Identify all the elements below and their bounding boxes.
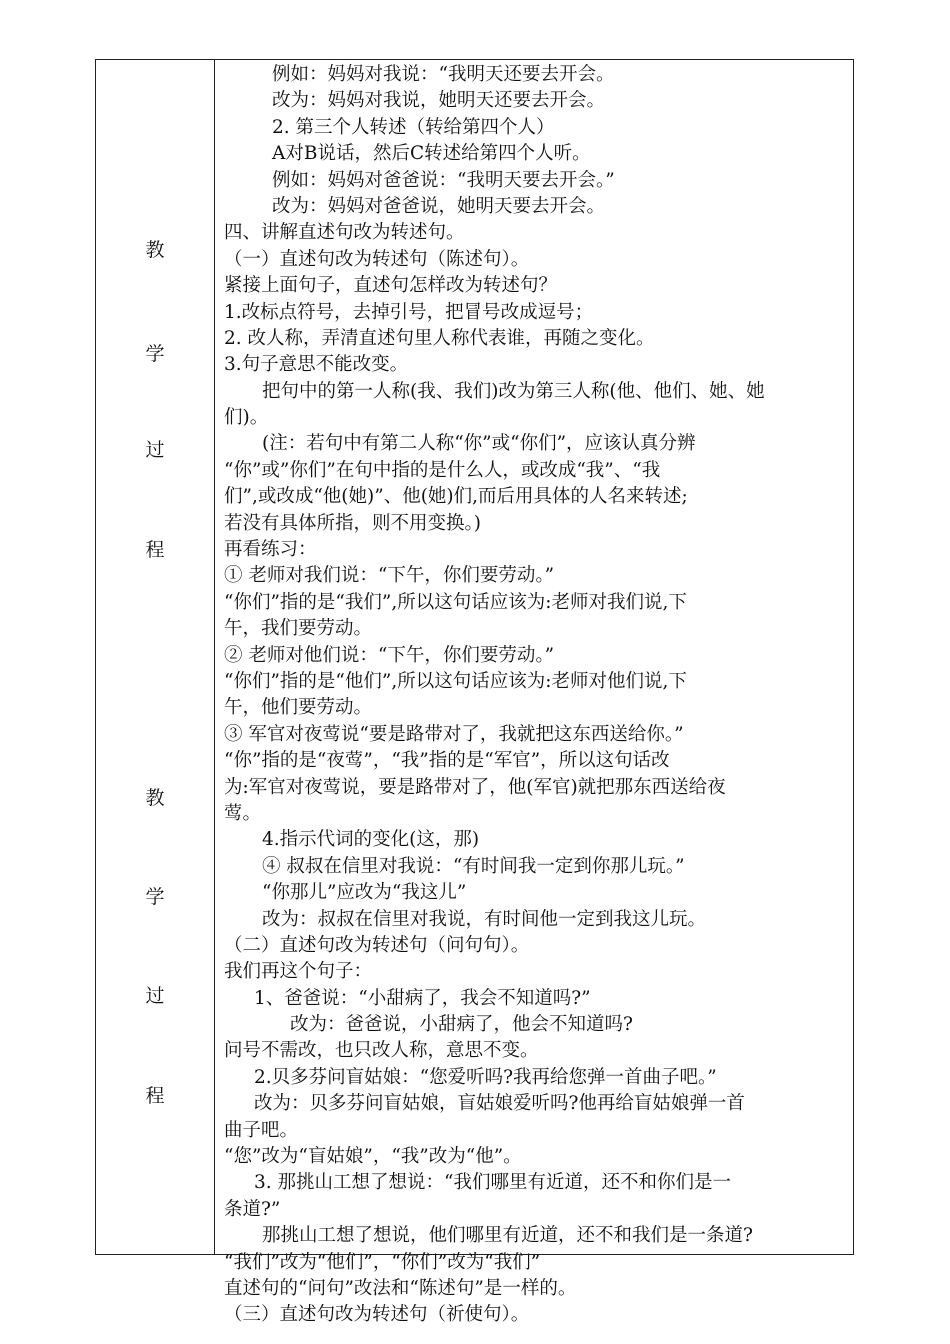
text-line: 紧接上面句子，直述句怎样改为转述句？ <box>224 275 558 297</box>
text-line: 直述句的“问句”改法和“陈述句”是一样的。 <box>224 1277 577 1299</box>
side-label: 程 <box>145 539 165 561</box>
exercise-line: 2.贝多芬问盲姑娘：“您爱听吗?我再给您弹一首曲子吧。” <box>254 1066 717 1088</box>
exercise-line: 3. 那挑山工想了想说：“我们哪里有近道，还不和你们是一 <box>254 1172 731 1194</box>
side-label: 教 <box>145 787 165 809</box>
text-line: 2. 第三个人转述（转给第四个人） <box>272 116 555 138</box>
subsection-heading: （二）直述句改为转述句（问句句）。 <box>224 934 530 956</box>
text-line: 莺。 <box>224 802 262 824</box>
text-line: “您”改为“盲姑娘”，“我”改为“他”。 <box>224 1146 522 1168</box>
text-line: “你们”指的是“他们”,所以这句话应该为:老师对他们说,下 <box>224 670 687 692</box>
text-line: 改为：爸爸说，小甜病了，他会不知道吗? <box>290 1014 633 1036</box>
section-heading: 四、讲解直述句改为转述句。 <box>224 222 465 244</box>
text-line: 我们再这个句子： <box>224 961 373 983</box>
text-line: 改为：叔叔在信里对我说，有时间他一定到我这儿玩。 <box>262 908 707 930</box>
text-line: 3.句子意思不能改变。 <box>224 354 409 376</box>
lesson-content <box>224 62 848 1329</box>
text-line: 例如：妈妈对爸爸说：“我明天要去开会。” <box>272 169 615 191</box>
exercise-line: ③ 军官对夜莺说“要是路带对了，我就把这东西送给你。” <box>224 723 684 745</box>
text-line: A对B说话，然后C转述给第四个人听。 <box>272 143 591 165</box>
side-label: 学 <box>145 886 165 908</box>
text-line: 问号不需改，也只改人称，意思不变。 <box>224 1040 539 1062</box>
text-line: 改为：妈妈对我说，她明天还要去开会。 <box>272 90 606 112</box>
text-line: “我们”改为“他们”，“你们”改为“我们” <box>224 1251 541 1273</box>
note-line: (注：若句中有第二人称“你”或“你们”，应该认真分辨 <box>262 433 696 455</box>
text-line: 改为：妈妈对爸爸说，她明天要去开会。 <box>272 195 606 217</box>
text-line: 4.指示代词的变化(这，那) <box>262 829 480 851</box>
side-label: 过 <box>145 985 165 1007</box>
side-label: 学 <box>145 343 165 365</box>
text-line: 改为：贝多芬问盲姑娘，盲姑娘爱听吗?他再给盲姑娘弹一首 <box>254 1093 745 1115</box>
subsection-heading: （一）直述句改为转述句（陈述句）。 <box>224 248 530 270</box>
text-line: 再看练习： <box>224 539 317 561</box>
note-line: “你”或”你们”在句中指的是什么人，或改成“我”、“我 <box>224 459 661 481</box>
note-line: 若没有具体所指，则不用变换。) <box>224 512 481 534</box>
exercise-line: ② 老师对他们说：“下午，你们要劳动。” <box>224 644 555 666</box>
text-line: “你那儿”应改为“我这儿” <box>262 882 467 904</box>
exercise-line: ① 老师对我们说：“下午，你们要劳动。” <box>224 565 555 587</box>
text-line: “你”指的是“夜莺”，“我”指的是“军官”，所以这句话改 <box>224 750 670 772</box>
note-line: 们”,或改成“他(她)”、他(她)们,而后用具体的人名来转述; <box>224 486 688 508</box>
text-line: 把句中的第一人称(我、我们)改为第三人称(他、他们、她、她 <box>262 380 765 402</box>
text-line: 为:军官对夜莺说，要是路带对了，他(军官)就把那东西送给夜 <box>224 776 726 798</box>
text-line: 例如：妈妈对我说：“我明天还要去开会。 <box>272 64 615 85</box>
side-label: 教 <box>145 239 165 261</box>
exercise-line: ④ 叔叔在信里对我说：“有时间我一定到你那儿玩。” <box>262 855 685 877</box>
text-line: 2. 改人称，弄清直述句里人称代表谁，再随之变化。 <box>224 327 655 349</box>
text-line: 午，我们要劳动。 <box>224 618 373 640</box>
text-line: 条道?” <box>224 1198 281 1220</box>
side-label: 程 <box>145 1085 165 1107</box>
exercise-line: 1、爸爸说：“小甜病了，我会不知道吗?” <box>254 987 591 1009</box>
subsection-heading: （三）直述句改为转述句（祈使句）。 <box>224 1304 530 1326</box>
column-divider <box>214 59 215 1255</box>
text-line: 曲子吧。 <box>224 1119 299 1141</box>
text-line: “你们”指的是“我们”,所以这句话应该为:老师对我们说,下 <box>224 591 687 613</box>
text-line: 午，他们要劳动。 <box>224 697 373 719</box>
text-line: 那挑山工想了想说，他们哪里有近道，还不和我们是一条道? <box>262 1225 753 1247</box>
side-label: 过 <box>145 439 165 461</box>
text-line: 们)。 <box>224 407 269 429</box>
text-line: 1.改标点符号，去掉引号，把冒号改成逗号； <box>224 301 594 323</box>
